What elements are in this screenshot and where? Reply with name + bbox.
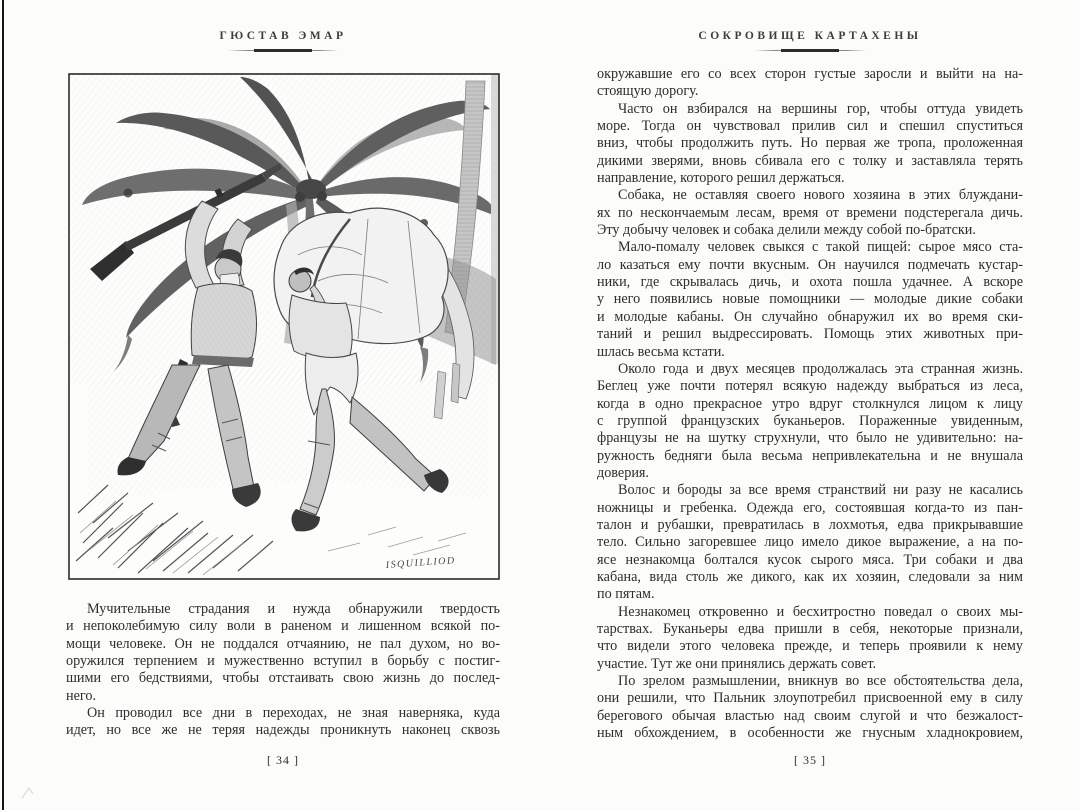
text-line: ножницы и гребенка. Одежда его, состоявшая когда-то из пан- — [597, 499, 1023, 516]
text-line: Мало-помалу человек свыкся с такой пищей: сырое мясо ста- — [618, 239, 1023, 256]
text-line: берегового обычая властью над своим слугой и что безжалост- — [597, 707, 1023, 724]
page-number-left: [ 34 ] — [267, 753, 299, 767]
engraver-signature: ISQUILLIOD — [385, 555, 457, 571]
text-line: ружность бедняги была весьма непривлекательна и не внушала — [597, 447, 1023, 464]
text-line: По зрелом размышлении, вникнув во все обстоятельства дела, — [618, 673, 1023, 690]
header-rule — [754, 49, 866, 52]
text-line: оружился терпением и мужественно вступил в борьбу с постиг- — [66, 653, 500, 670]
text-line: направление, которого решил держаться. — [597, 170, 845, 187]
text-line: участие. Тут же они принялись держать совет. — [597, 655, 877, 672]
text-line: доверия. — [597, 464, 649, 481]
left-page — [66, 0, 500, 810]
text-line: талон и рубашки, превратилась в лохмотья, едва прикрывавшие — [597, 516, 1023, 533]
text-line: что видели этого человека прежде, и теперь проявили к нему — [597, 638, 1023, 655]
text-line: идет, но все же не теряя надежды проникнуть наконец сквозь — [66, 722, 500, 739]
text-line: Он проводил все дни в переходах, не зная наверняка, куда — [87, 705, 500, 722]
text-line: Около года и двух месяцев продолжалась эта странная жизнь. — [618, 360, 1023, 377]
text-line: море. Тогда он чувствовал прилив сил и спешил спуститься — [597, 118, 1023, 135]
text-line: дикими зверями, вновь сбивала его с толку и заставляла терять — [597, 152, 1023, 169]
paragraph — [597, 604, 1023, 673]
left-page-text — [66, 601, 500, 740]
page-edge-line — [2, 0, 4, 810]
paragraph — [597, 482, 1023, 603]
text-line: вниз, чтобы продолжить путь. Но первая же тропа, проложенная — [597, 135, 1023, 152]
text-line: ясе незнакомца болтался кусок сырого мяса. Три собаки и два — [597, 551, 1023, 568]
paragraph — [597, 101, 1023, 188]
page-number-right: [ 35 ] — [794, 753, 826, 767]
right-page-text — [597, 66, 1023, 742]
right-page — [597, 0, 1023, 810]
text-line: стоящую дорогу. — [597, 83, 699, 100]
paragraph — [66, 601, 500, 705]
text-line: по пятам. — [597, 586, 655, 603]
scan-artifact-mark — [20, 786, 38, 805]
text-line: Мучительные страдания и нужда обнаружили твердость — [87, 601, 500, 617]
text-line: Часто он взбирался на вершины гор, чтобы оттуда увидеть — [618, 100, 1023, 117]
text-line: него. — [66, 687, 96, 704]
text-line: тарствах. Буканьеры едва пришли в себя, некоторые признали, — [597, 621, 1023, 637]
paragraph — [597, 66, 1023, 101]
paragraph — [597, 239, 1023, 360]
paragraph — [597, 361, 1023, 482]
header-rule — [227, 49, 339, 52]
text-line: ным обхождением, в особенности же гнусным хладнокровием, — [597, 725, 1023, 742]
text-line: ях по нескончаемым лесам, время от времени подстерегала дичь. — [597, 204, 1023, 221]
running-head-author: ГЮСТАВ ЭМАР — [219, 30, 347, 42]
book-illustration — [68, 73, 500, 580]
text-line: окружавшие его со всех сторон густые заросли и выйти на на- — [597, 66, 1023, 82]
text-line: ло казаться ему почти вкусным. Он научился подмечать кустар- — [597, 256, 1023, 273]
text-line: и молодые кабаны. Он случайно обнаружил их во время ски- — [597, 308, 1023, 325]
text-line: Беглец уже почти потерял всякую надежду выбраться из леса, — [597, 378, 1023, 395]
text-line: Незнакомец откровенно и бесхитростно поведал о своих мы- — [618, 603, 1023, 620]
text-line: с группой французских буканьеров. Пораженные увиденным, — [597, 412, 1023, 429]
text-line: они решили, что Пальник злоупотребил присвоенной ему в силу — [597, 690, 1023, 707]
text-line: и непоколебимую силу воли в раненом и лишенном всякой по- — [66, 618, 500, 635]
text-line: когда в одно прекрасное утро вдруг столкнулся лицом к лицу — [597, 395, 1023, 412]
paragraph — [66, 705, 500, 740]
text-line: мощи человеке. Он не поддался отчаянию, не пал духом, но во- — [66, 635, 500, 652]
paragraph — [597, 673, 1023, 742]
paragraph — [597, 187, 1023, 239]
text-line: у него появились новые помощники — молодые дикие собаки — [597, 291, 1023, 308]
engraving-illustration — [68, 73, 500, 580]
running-head-title: СОКРОВИЩЕ КАРТАХЕНЫ — [698, 30, 922, 42]
text-line: ники, где скрывалась дичь, и охота пошла удачнее. А вскоре — [597, 274, 1023, 291]
text-line: французы не на шутку струхнули, что было не удивительно: на- — [597, 430, 1023, 447]
text-line: шими его бедствиями, чтобы отстаивать свою жизнь до послед- — [66, 670, 500, 687]
text-line: тело. Сильно загоревшее лицо имело дикое выражение, а на по- — [597, 534, 1023, 551]
text-line: кабана, вида столь же дикого, как их хозяин, следовали за ним — [597, 568, 1023, 585]
text-line: Волос и бороды за все время странствий ни разу не касались — [618, 482, 1023, 499]
text-line: шлась весьма кстати. — [597, 343, 725, 360]
text-line: таний и решил выдрессировать. Помощь этих животных при- — [597, 326, 1023, 343]
text-line: Эту добычу человек и собака делили между собой по-братски. — [597, 222, 976, 239]
text-line: Собака, не оставляя своего нового хозяина в этих блуждани- — [618, 187, 1023, 204]
